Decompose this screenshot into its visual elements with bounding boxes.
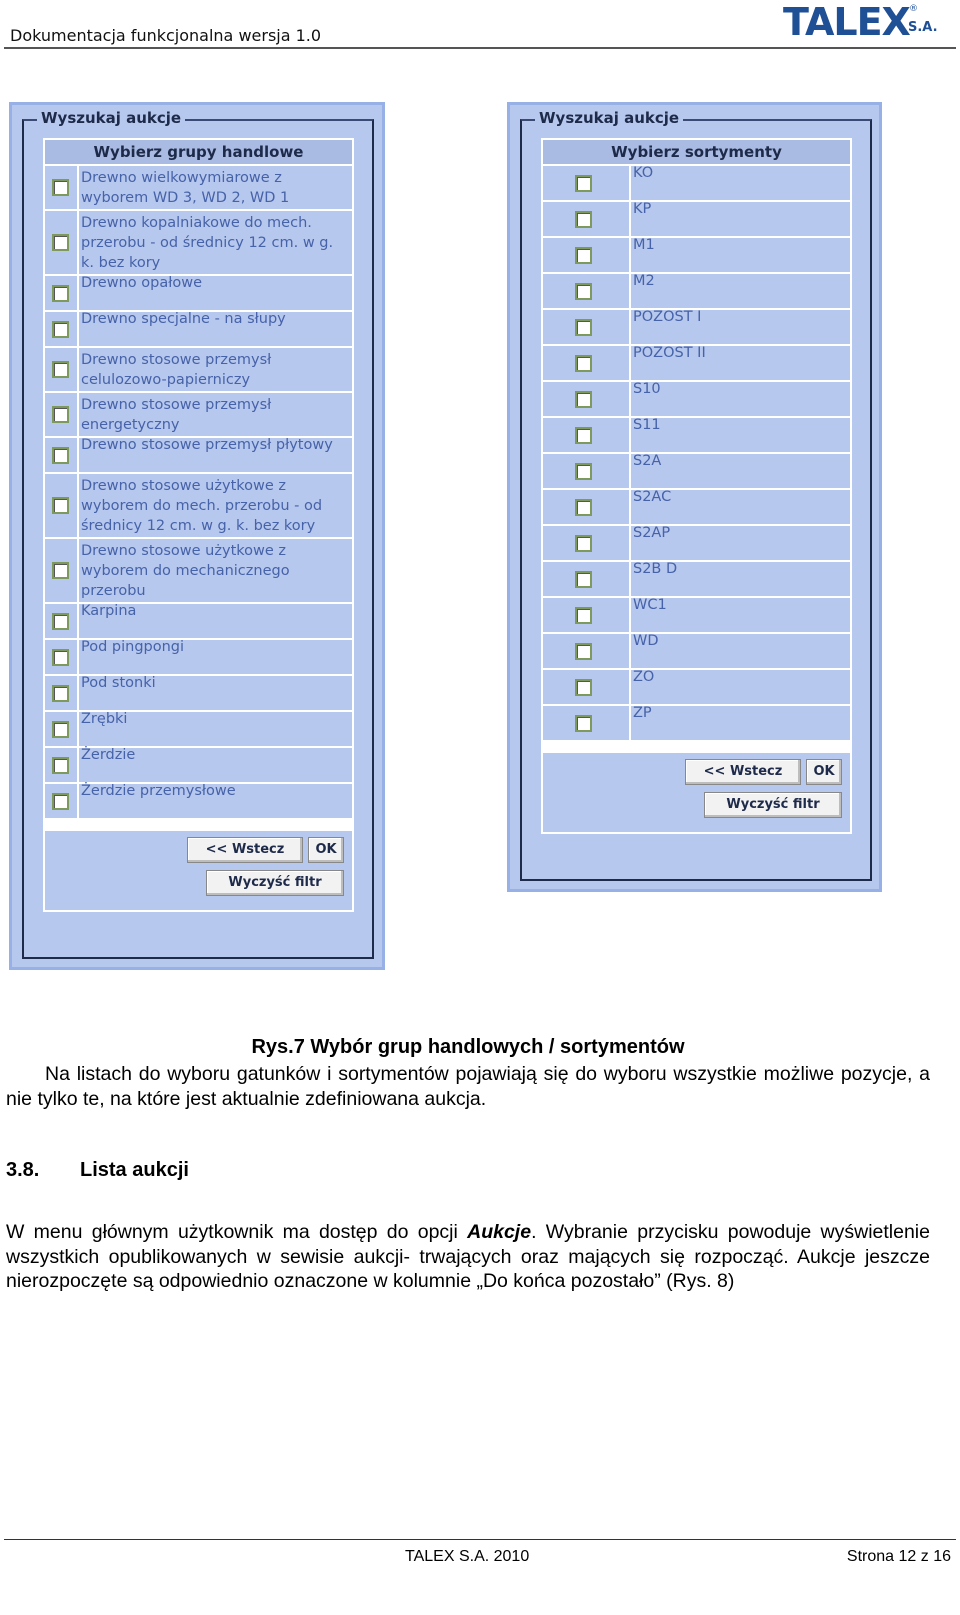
list-item <box>543 598 850 632</box>
item-label: Drewno opałowe <box>81 275 202 291</box>
checkbox[interactable] <box>575 463 592 480</box>
list-item <box>543 382 850 416</box>
checkbox[interactable] <box>575 499 592 516</box>
panel-legend: Wyszukaj aukcje <box>37 109 185 127</box>
list-item <box>543 634 850 668</box>
item-label: Zrębki <box>81 711 128 727</box>
button-area <box>543 753 850 832</box>
checkbox-cell <box>45 640 79 674</box>
item-label: M1 <box>633 237 655 253</box>
list-item <box>543 706 850 740</box>
item-label: Żerdzie <box>81 747 136 763</box>
item-label: Drewno stosowe przemysł energetyczny <box>81 397 272 433</box>
checkbox[interactable] <box>575 283 592 300</box>
list-item <box>543 274 850 308</box>
checkbox-cell <box>543 274 631 308</box>
checkbox[interactable] <box>575 715 592 732</box>
checkbox[interactable] <box>52 613 69 630</box>
list-item <box>543 166 850 200</box>
item-label: Karpina <box>81 603 137 619</box>
item-label: S2B D <box>633 561 678 577</box>
item-label: POZOST II <box>633 345 706 361</box>
trade-groups-table <box>43 138 354 912</box>
checkbox[interactable] <box>575 643 592 660</box>
list-item <box>45 539 352 602</box>
item-label: Drewno stosowe przemysł celulozowo-papierniczy <box>81 352 272 388</box>
checkbox[interactable] <box>575 427 592 444</box>
search-panel-assortments <box>507 102 882 892</box>
list-item <box>45 438 352 472</box>
item-label: Drewno stosowe użytkowe z wyborem do mechanicznego przerobu <box>81 543 290 599</box>
item-label: KP <box>633 201 652 217</box>
checkbox[interactable] <box>52 757 69 774</box>
list-item <box>45 211 352 274</box>
list-item <box>543 454 850 488</box>
checkbox-cell <box>543 526 631 560</box>
list-item <box>45 784 352 818</box>
logo-registered-mark: ® <box>909 4 918 14</box>
list-item <box>45 166 352 209</box>
checkbox-cell <box>45 748 79 782</box>
checkbox-cell <box>45 166 79 209</box>
paragraph-2-text-after: . Wybranie przycisku powoduje wyświetlenie wszystkich opublikowanych w sewisie aukcji- trwających oraz mających się rozpocząć. Aukcje jeszcze nierozpoczęte są odpowiednio oznaczone w kolumnie „Do końca pozostało” (Rys. 8) <box>6 1221 930 1292</box>
checkbox[interactable] <box>52 721 69 738</box>
list-item <box>45 712 352 746</box>
button-area <box>45 831 352 910</box>
checkbox[interactable] <box>52 234 69 251</box>
checkbox-cell <box>45 393 79 436</box>
checkbox[interactable] <box>52 321 69 338</box>
list-item <box>45 604 352 638</box>
list-item <box>543 202 850 236</box>
list-item <box>543 238 850 272</box>
footer-page-number: Strona 12 z 16 <box>846 1548 951 1565</box>
checkbox-cell <box>45 539 79 602</box>
list-item <box>45 676 352 710</box>
checkbox[interactable] <box>52 793 69 810</box>
checkbox-cell <box>543 310 631 344</box>
item-label: Drewno wielkowymiarowe z wyborem WD 3, WD 2, WD 1 <box>81 170 290 206</box>
checkbox[interactable] <box>575 175 592 192</box>
search-panel-trade-groups <box>9 102 385 970</box>
checkbox[interactable] <box>575 679 592 696</box>
assortments-table <box>541 138 852 834</box>
item-label: S10 <box>633 381 661 397</box>
checkbox[interactable] <box>575 535 592 552</box>
list-item <box>45 748 352 782</box>
section-heading <box>6 1159 189 1182</box>
checkbox-cell <box>543 454 631 488</box>
logo-text: TALEX <box>783 0 910 44</box>
paragraph-2-text-before: W menu głównym użytkownik ma dostęp do opcji <box>6 1221 468 1243</box>
section-number: 3.8. <box>6 1159 40 1181</box>
checkbox[interactable] <box>52 406 69 423</box>
checkbox[interactable] <box>575 391 592 408</box>
checkbox[interactable] <box>52 562 69 579</box>
paragraph-1: Na listach do wyboru gatunków i sortymentów pojawiają się do wyboru wszystkie możliwe pozycje, a nie tylko te, na które jest aktualnie zdefiniowana aukcja. <box>6 1063 930 1110</box>
list-item <box>543 418 850 452</box>
panel-legend: Wyszukaj aukcje <box>535 109 683 127</box>
item-label: Żerdzie przemysłowe <box>81 783 236 799</box>
item-label: S2AC <box>633 489 672 505</box>
item-label: ZP <box>633 705 652 721</box>
list-item <box>543 310 850 344</box>
back-button[interactable]: << Wstecz <box>187 837 303 863</box>
item-label: WD <box>633 633 659 649</box>
checkbox[interactable] <box>575 211 592 228</box>
paragraph-2-emphasis: Aukcje <box>467 1221 532 1243</box>
section-title: Lista aukcji <box>80 1159 189 1181</box>
list-item <box>45 348 352 391</box>
clear-filter-button[interactable]: Wyczyść filtr <box>704 792 842 818</box>
list-item <box>543 490 850 524</box>
list-item <box>45 640 352 674</box>
checkbox[interactable] <box>52 497 69 514</box>
checkbox-cell <box>543 490 631 524</box>
checkbox-cell <box>543 202 631 236</box>
checkbox[interactable] <box>575 607 592 624</box>
list-item <box>543 562 850 596</box>
list-item <box>45 312 352 346</box>
list-item <box>543 670 850 704</box>
checkbox[interactable] <box>52 685 69 702</box>
paragraph-2 <box>6 1220 930 1294</box>
checkbox[interactable] <box>52 649 69 666</box>
item-label: WC1 <box>633 597 667 613</box>
header-divider <box>4 47 956 49</box>
table-header: Wybierz grupy handlowe <box>45 140 352 164</box>
item-label: Drewno kopalniakowe do mech. przerobu - od średnicy 12 cm. w g. k. bez kory <box>81 215 334 271</box>
list-item <box>45 393 352 436</box>
list-item <box>45 474 352 537</box>
checkbox-cell <box>543 382 631 416</box>
checkbox-cell <box>45 604 79 638</box>
item-label: Pod stonki <box>81 675 156 691</box>
table-header: Wybierz sortymenty <box>543 140 850 164</box>
checkbox-cell <box>543 418 631 452</box>
list-item <box>45 276 352 310</box>
checkbox[interactable] <box>52 447 69 464</box>
item-label: Drewno stosowe użytkowe z wyborem do mech. przerobu - od średnicy 12 cm. w g. k. bez kory <box>81 478 323 534</box>
figure-caption: Rys.7 Wybór grup handlowych / sortymentów <box>251 1036 685 1058</box>
checkbox-cell <box>543 562 631 596</box>
footer-divider <box>4 1539 956 1540</box>
item-label: S11 <box>633 417 661 433</box>
checkbox-cell <box>45 276 79 310</box>
talex-logo <box>783 0 938 46</box>
item-label: Pod pingpongi <box>81 639 185 655</box>
checkbox[interactable] <box>575 355 592 372</box>
checkbox-cell <box>543 166 631 200</box>
checkbox[interactable] <box>52 361 69 378</box>
checkbox-cell <box>45 348 79 391</box>
checkbox-cell <box>45 676 79 710</box>
item-label: S2A <box>633 453 662 469</box>
ok-button[interactable]: OK <box>806 759 842 785</box>
checkbox-cell <box>543 706 631 740</box>
checkbox-cell <box>543 238 631 272</box>
checkbox[interactable] <box>575 571 592 588</box>
document-header-title: Dokumentacja funkcjonalna wersja 1.0 <box>10 26 322 45</box>
item-label: Drewno specjalne - na słupy <box>81 311 286 327</box>
item-label: M2 <box>633 273 655 289</box>
checkbox-cell <box>45 712 79 746</box>
checkbox-cell <box>543 346 631 380</box>
checkbox-cell <box>45 438 79 472</box>
checkbox[interactable] <box>575 247 592 264</box>
footer-company: TALEX S.A. 2010 <box>405 1548 530 1565</box>
checkbox-cell <box>543 634 631 668</box>
checkbox-cell <box>543 670 631 704</box>
checkbox[interactable] <box>575 319 592 336</box>
item-label: KO <box>633 165 654 181</box>
list-item <box>543 526 850 560</box>
clear-filter-button[interactable]: Wyczyść filtr <box>206 870 344 896</box>
ok-button[interactable]: OK <box>308 837 344 863</box>
item-label: Drewno stosowe przemysł płytowy <box>81 437 333 453</box>
list-item <box>543 346 850 380</box>
item-label: POZOST I <box>633 309 702 325</box>
checkbox-cell <box>543 598 631 632</box>
checkbox[interactable] <box>52 285 69 302</box>
back-button[interactable]: << Wstecz <box>685 759 801 785</box>
item-label: S2AP <box>633 525 671 541</box>
item-label: ZO <box>633 669 655 685</box>
checkbox-cell <box>45 211 79 274</box>
logo-suffix: S.A. <box>908 20 938 35</box>
checkbox-cell <box>45 784 79 818</box>
checkbox-cell <box>45 474 79 537</box>
checkbox-cell <box>45 312 79 346</box>
checkbox[interactable] <box>52 179 69 196</box>
